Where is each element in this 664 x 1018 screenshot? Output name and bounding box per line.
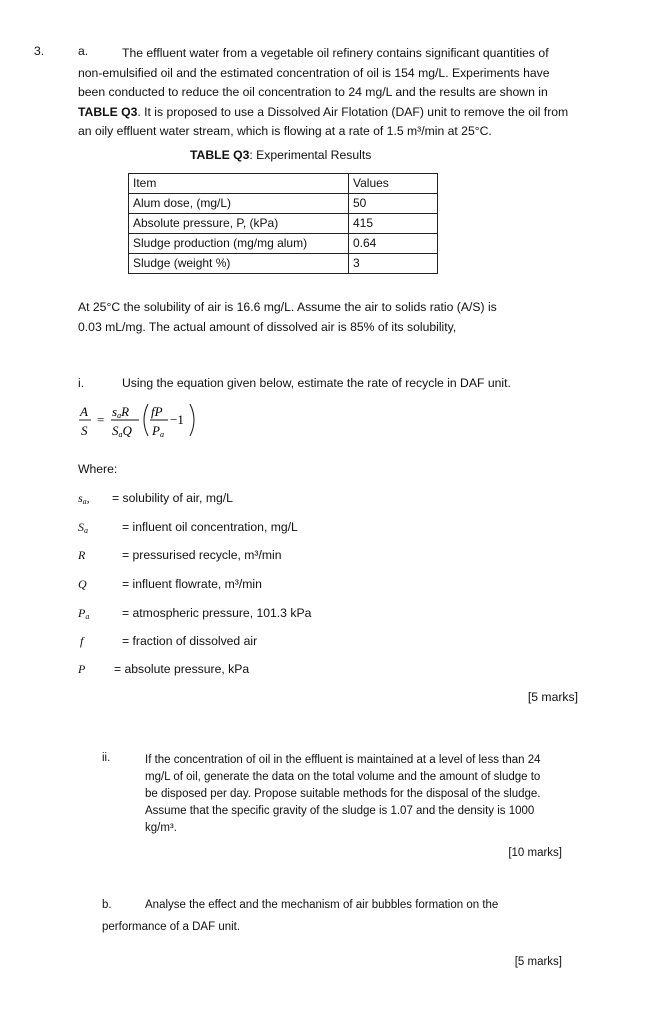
where-symbol: Q	[78, 577, 87, 591]
table-cell: 3	[349, 254, 438, 274]
part-a-line: an oily effluent water stream, which is flowing at a rate of 1.5 m³/min at 25°C.	[78, 124, 492, 138]
table-header-row	[129, 174, 438, 194]
table-cell: Sludge (weight %)	[129, 254, 349, 274]
part-ii-line: Assume that the specific gravity of the sludge is 1.07 and the density is 1000	[145, 805, 535, 817]
where-description: = atmospheric pressure, 101.3 kPa	[122, 606, 312, 620]
conditions-line: At 25°C the solubility of air is 16.6 mg/L. Assume the air to solids ratio (A/S) is	[78, 300, 497, 314]
where-description: = pressurised recycle, m³/min	[122, 548, 282, 562]
table-caption-label: TABLE Q3	[190, 148, 250, 162]
where-symbol: f	[80, 634, 84, 648]
eq-lhs-num: A	[80, 404, 88, 419]
part-ii-line: kg/m³.	[145, 822, 177, 834]
table-row	[129, 194, 438, 214]
part-a-line: The effluent water from a vegetable oil refinery contains significant quantities of	[122, 46, 549, 60]
where-symbol: $S_a$	[78, 520, 88, 535]
eq-equals: =	[97, 412, 105, 427]
table-cell: Alum dose, (mg/L)	[129, 194, 349, 214]
table-cell: 0.64	[349, 234, 438, 254]
part-b-line: performance of a DAF unit.	[102, 921, 241, 933]
table-cell: Sludge production (mg/mg alum)	[129, 234, 349, 254]
table-row	[129, 254, 438, 274]
where-description: = influent flowrate, m³/min	[122, 577, 262, 591]
part-ii-line: mg/L of oil, generate the data on the total volume and the amount of sludge to	[145, 771, 541, 783]
where-label: Where:	[78, 462, 118, 476]
where-description: = influent oil concentration, mg/L	[122, 520, 298, 534]
marks-part-i: [5 marks]	[527, 690, 578, 704]
part-i-label: i.	[78, 376, 85, 390]
table-header-cell: Values	[349, 174, 438, 194]
part-a-line-rest: . It is proposed to use a Dissolved Air Flotation (DAF) unit to remove the oil from	[137, 104, 569, 119]
where-symbol: $s_a$,	[78, 491, 90, 506]
table-row	[129, 214, 438, 234]
table-header-cell: Item	[129, 174, 349, 194]
where-description: = solubility of air, mg/L	[112, 491, 233, 505]
recycle-equation	[76, 398, 216, 442]
question-number: 3.	[34, 44, 45, 58]
table-cell: 50	[349, 194, 438, 214]
part-ii-line: be disposed per day. Propose suitable methods for the disposal of the sludge.	[145, 788, 541, 800]
where-symbol: R	[78, 548, 86, 562]
where-description: = absolute pressure, kPa	[114, 662, 250, 676]
marks-part-ii: [10 marks]	[508, 847, 562, 859]
part-ii-line: If the concentration of oil in the effluent is maintained at a level of less than 24	[145, 754, 541, 766]
where-symbol: $P_a$	[78, 606, 90, 621]
part-a-text	[78, 44, 588, 142]
where-symbol: P	[78, 662, 86, 676]
table-caption-text: : Experimental Results	[249, 148, 372, 162]
equation-graphic	[76, 398, 216, 442]
table-cell: 415	[349, 214, 438, 234]
table-caption	[190, 148, 371, 162]
eq-lhs-den: S	[81, 423, 88, 438]
table-reference: TABLE Q3	[78, 104, 138, 119]
part-a-line: non-emulsified oil and the estimated concentration of oil is 154 mg/L. Experiments have	[78, 65, 550, 80]
part-i-text: Using the equation given below, estimate the rate of recycle in DAF unit.	[122, 376, 511, 390]
part-ii-label: ii.	[102, 752, 111, 764]
table-row	[129, 234, 438, 254]
results-table	[128, 173, 438, 274]
eq-rhs-den: SaQ	[112, 423, 132, 439]
conditions-line: 0.03 mL/mg. The actual amount of dissolved air is 85% of its solubility,	[78, 319, 457, 334]
eq-rhs-num: saR	[112, 404, 130, 420]
where-description: = fraction of dissolved air	[122, 634, 258, 648]
marks-part-b: [5 marks]	[514, 956, 562, 968]
conditions-text	[78, 298, 588, 337]
part-b-line: Analyse the effect and the mechanism of air bubbles formation on the	[145, 899, 499, 911]
eq-inner-num: fP	[151, 404, 163, 419]
part-a-line	[78, 103, 588, 123]
table-cell: Absolute pressure, P, (kPa)	[129, 214, 349, 234]
eq-inner-den: Pa	[152, 423, 164, 439]
part-ii-text	[145, 752, 565, 837]
part-a-line: been conducted to reduce the oil concentration to 24 mg/L and the results are shown in	[78, 85, 548, 99]
eq-minus-one: −1	[170, 412, 184, 427]
part-a-label: a.	[78, 44, 89, 58]
part-b-label: b.	[102, 899, 112, 911]
